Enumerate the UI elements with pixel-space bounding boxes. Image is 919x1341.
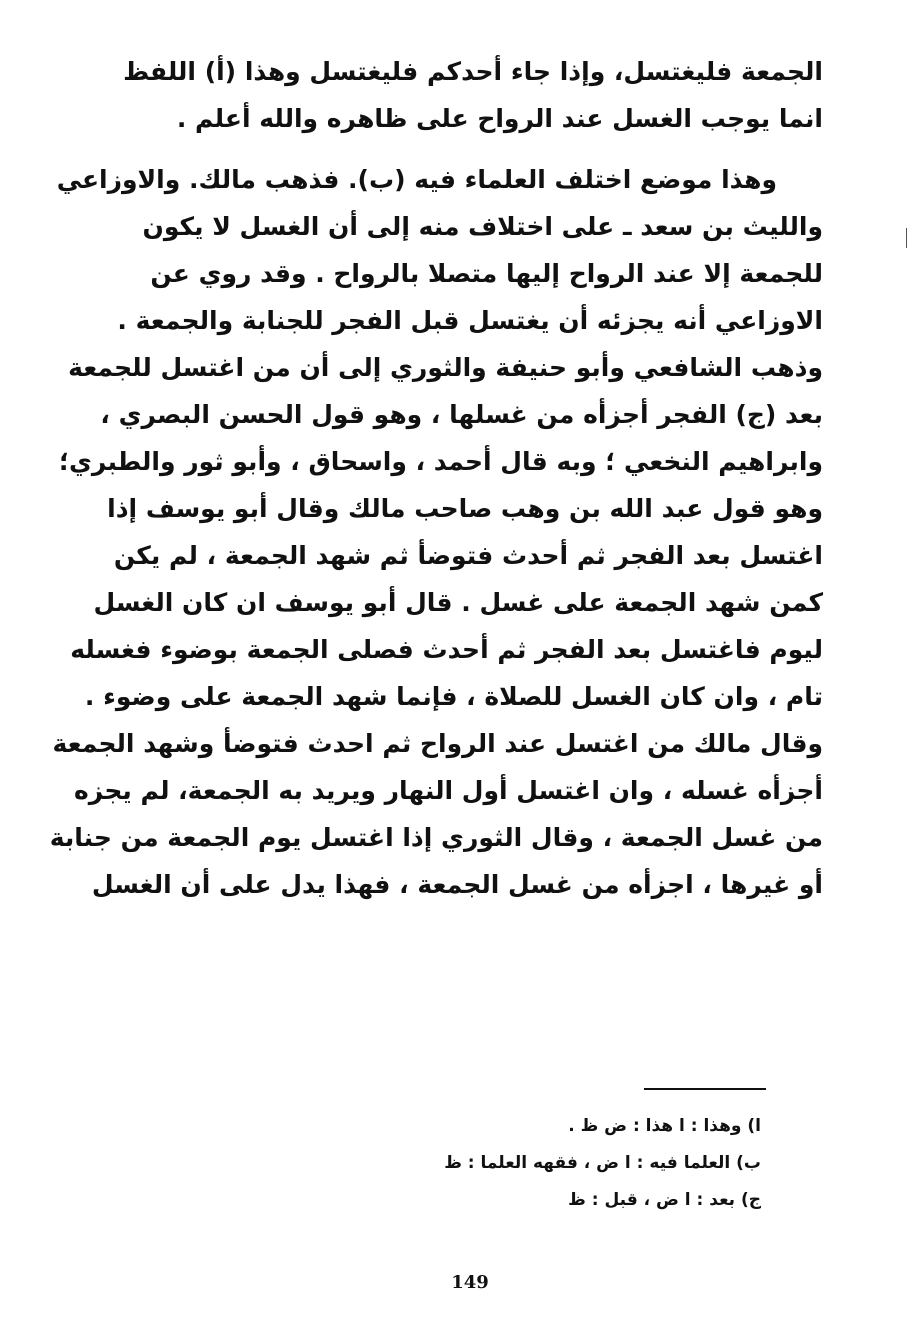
text-line: والليث بن سعد ـ على اختلاف منه إلى أن الغسل لا يكون: [142, 212, 823, 241]
text-line: ليوم فاغتسل بعد الفجر ثم أحدث فصلى الجمعة بوضوء فغسله: [70, 635, 823, 664]
text-line: للجمعة إلا عند الرواح إليها متصلا بالرواح . وقد روي عن: [150, 259, 823, 288]
paragraph-continuation: [123, 48, 823, 142]
text-line: وقال مالك من اغتسل عند الرواح ثم احدث فتوضأ وشهد الجمعة: [52, 729, 823, 758]
text-line: من غسل الجمعة ، وقال الثوري إذا اغتسل يوم الجمعة من جنابة: [49, 823, 823, 852]
text-line: أجزأه غسله ، وان اغتسل أول النهار ويريد به الجمعة، لم يجزه: [74, 776, 823, 805]
text-line: بعد (ج) الفجر أجزأه من غسلها ، وهو قول الحسن البصري ،: [100, 400, 823, 429]
footnotes: [381, 1108, 761, 1219]
text-line: وابراهيم النخعي ؛ وبه قال أحمد ، واسحاق ، وأبو ثور والطبري؛: [59, 447, 823, 476]
text-line: كمن شهد الجمعة على غسل . قال أبو يوسف ان كان الغسل: [93, 588, 823, 617]
paragraph-main: [49, 156, 823, 908]
text-line: انما يوجب الغسل عند الرواح على ظاهره والله أعلم .: [176, 104, 823, 133]
text-line: الجمعة فليغتسل، وإذا جاء أحدكم فليغتسل وهذا (أ) اللفظ: [123, 57, 823, 86]
text-line: وذهب الشافعي وأبو حنيفة والثوري إلى أن من اغتسل للجمعة: [68, 353, 823, 382]
text-line: وهو قول عبد الله بن وهب صاحب مالك وقال أبو يوسف إذا: [107, 494, 823, 523]
margin-mark: [906, 228, 911, 248]
text-line: اغتسل بعد الفجر ثم أحدث فتوضأ ثم شهد الجمعة ، لم يكن: [113, 541, 823, 570]
footnote-divider: [644, 1088, 766, 1090]
footnote-a: ا) وهذا : ا هذا : ض ظ .: [568, 1116, 761, 1136]
page-number: 149: [451, 1272, 489, 1293]
footnote-c: ج) بعد : ا ض ، قبل : ظ: [568, 1190, 761, 1210]
text-line: الاوزاعي أنه يجزئه أن يغتسل قبل الفجر للجنابة والجمعة .: [117, 306, 823, 335]
footnote-b: ب) العلما فيه : ا ض ، فقهه العلما : ظ: [444, 1153, 761, 1173]
text-line: وهذا موضع اختلف العلماء فيه (ب). فذهب مالك. والاوزاعي: [56, 165, 777, 194]
text-line: تام ، وان كان الغسل للصلاة ، فإنما شهد الجمعة على وضوء .: [84, 682, 823, 711]
text-line: أو غيرها ، اجزأه من غسل الجمعة ، فهذا يدل على أن الغسل: [91, 870, 823, 899]
